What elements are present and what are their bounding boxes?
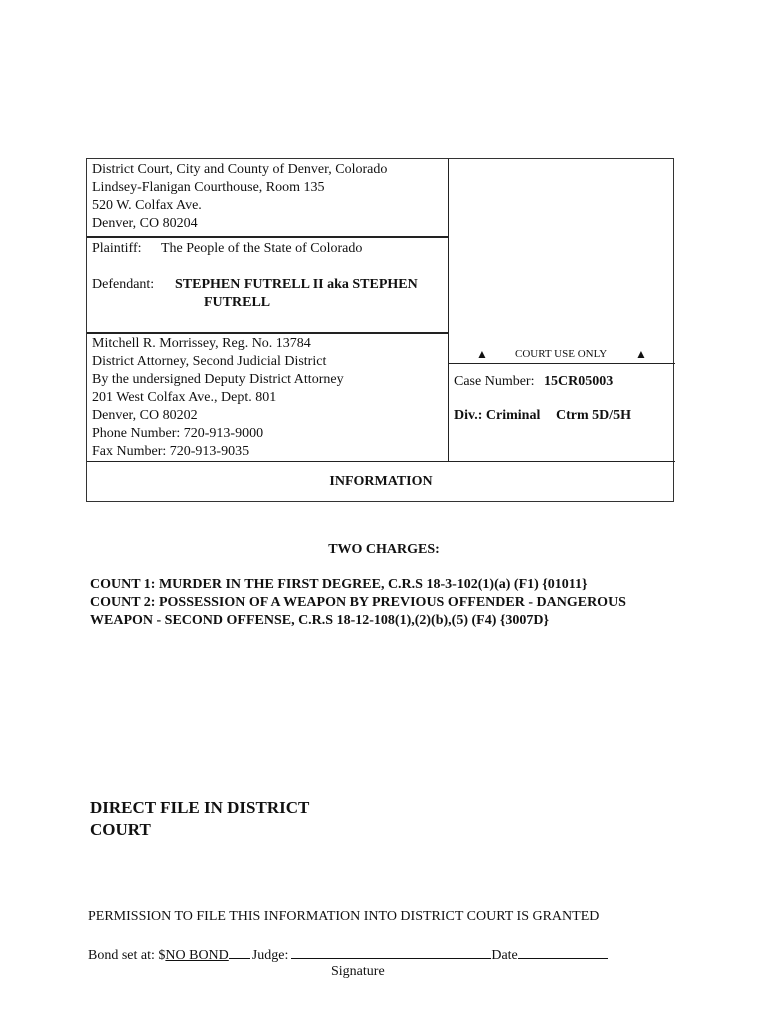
- date-label: Date: [491, 948, 518, 963]
- courthouse-room: Lindsey-Flanigan Courthouse, Room 135: [92, 180, 325, 195]
- permission-statement: PERMISSION TO FILE THIS INFORMATION INTO DISTRICT COURT IS GRANTED: [88, 909, 600, 924]
- direct-file-heading-cont: COURT: [90, 820, 151, 839]
- division: Div.: Criminal: [454, 408, 541, 423]
- defendant-name-cont: FUTRELL: [204, 295, 271, 310]
- judge-label: Judge:: [251, 948, 289, 963]
- date-line: [518, 945, 608, 959]
- count-2: COUNT 2: POSSESSION OF A WEAPON BY PREVIOUS OFFENDER - DANGEROUS: [90, 595, 626, 610]
- bond-value: NO BOND: [165, 948, 229, 963]
- court-section-divider: [87, 236, 448, 238]
- attorney-phone: Phone Number: 720-913-9000: [92, 426, 264, 441]
- attorney-fax: Fax Number: 720-913-9035: [92, 444, 250, 459]
- plaintiff-label: Plaintiff:: [92, 241, 142, 256]
- party-section-divider: [87, 332, 448, 334]
- bond-blank: [229, 945, 250, 959]
- plaintiff-name: The People of the State of Colorado: [161, 241, 363, 256]
- court-city: Denver, CO 80204: [92, 216, 198, 231]
- case-number-label: Case Number:: [454, 374, 535, 389]
- attorney-street: 201 West Colfax Ave., Dept. 801: [92, 390, 277, 405]
- court-use-only-label: COURT USE ONLY: [515, 348, 608, 360]
- attorney-title: District Attorney, Second Judicial District: [92, 354, 327, 369]
- bond-line: [88, 945, 608, 965]
- defendant-label: Defendant:: [92, 277, 155, 292]
- count-1: COUNT 1: MURDER IN THE FIRST DEGREE, C.R.S 18-3-102(1)(a) (F1) {01011}: [90, 577, 588, 592]
- direct-file-heading: DIRECT FILE IN DISTRICT: [90, 798, 310, 817]
- caption-vertical-divider: [448, 159, 449, 461]
- attorney-deputy: By the undersigned Deputy District Attorney: [92, 372, 344, 387]
- court-name: District Court, City and County of Denver, Colorado: [92, 162, 388, 177]
- case-caption-box: [86, 158, 674, 502]
- courtroom: Ctrm 5D/5H: [556, 408, 632, 423]
- count-2-cont: WEAPON - SECOND OFFENSE, C.R.S 18-12-108(1),(2)(b),(5) (F4) {3007D}: [90, 613, 550, 628]
- bond-label: Bond set at: $: [88, 948, 166, 963]
- title-section-divider: [87, 461, 675, 462]
- defendant-name: STEPHEN FUTRELL II aka STEPHEN: [175, 277, 418, 292]
- document-title: INFORMATION: [329, 474, 433, 489]
- judge-signature-line: [291, 945, 491, 959]
- attorney-name: Mitchell R. Morrissey, Reg. No. 13784: [92, 336, 311, 351]
- case-number-value: 15CR05003: [544, 374, 614, 389]
- court-use-divider: [448, 363, 675, 364]
- triangle-right-icon: ▲: [635, 347, 647, 361]
- signature-label: Signature: [331, 964, 385, 979]
- court-street: 520 W. Colfax Ave.: [92, 198, 202, 213]
- attorney-city: Denver, CO 80202: [92, 408, 198, 423]
- charges-heading: TWO CHARGES:: [328, 542, 440, 557]
- triangle-left-icon: ▲: [476, 347, 488, 361]
